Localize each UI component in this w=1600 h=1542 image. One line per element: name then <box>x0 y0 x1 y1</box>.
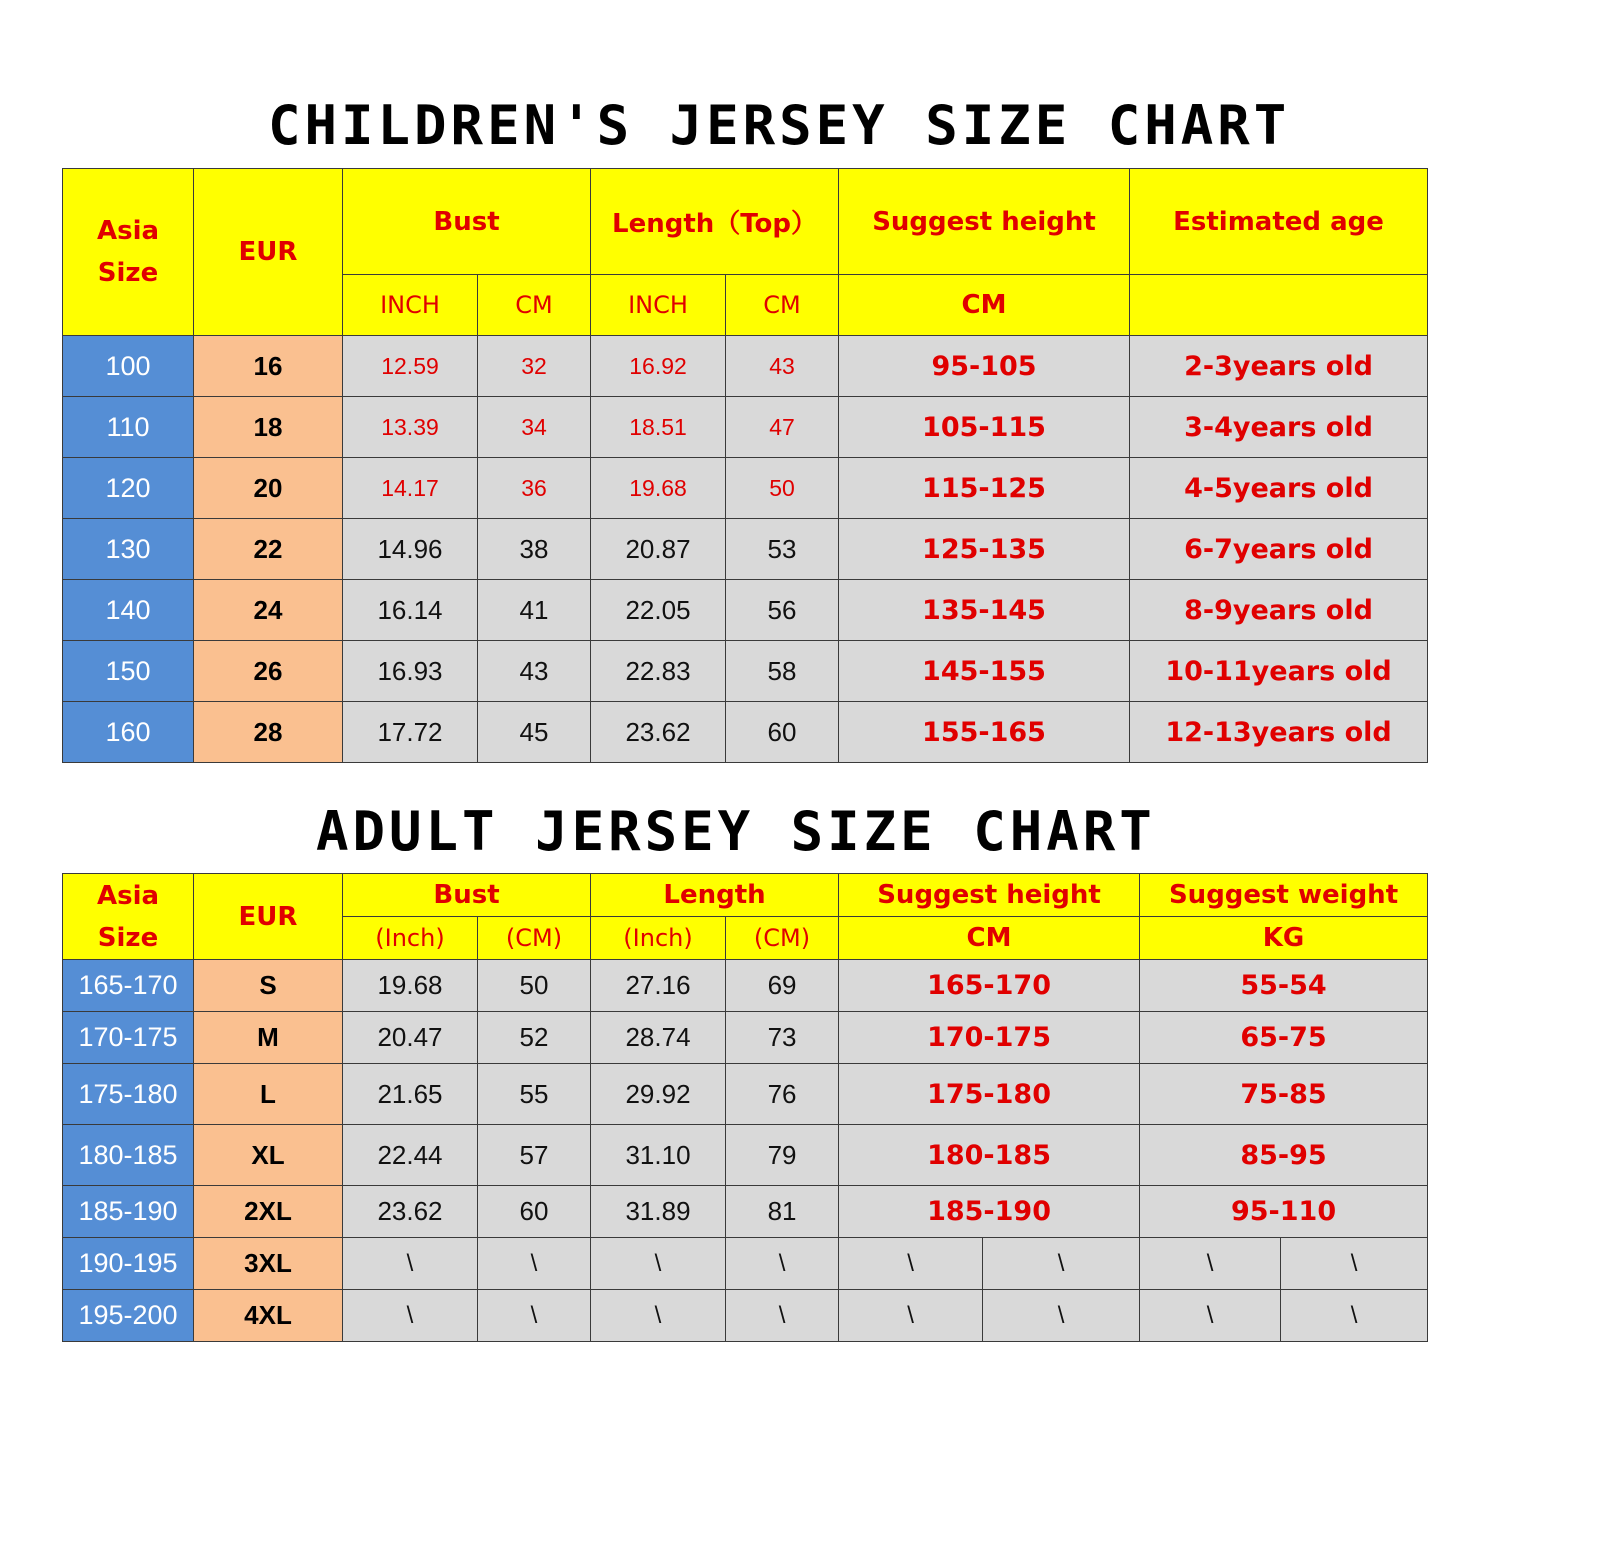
length-inch-cell: 20.87 <box>591 519 726 580</box>
asia-size-cell: 170-175 <box>63 1012 194 1064</box>
bust-inch-cell: 12.59 <box>343 336 478 397</box>
length-inch-header: INCH <box>591 275 726 336</box>
children-chart-title: CHILDREN'S JERSEY SIZE CHART <box>268 94 1291 157</box>
length-inch-cell: 28.74 <box>591 1012 726 1064</box>
suggest-weight-cell: 85-95 <box>1140 1125 1428 1186</box>
asia-size-cell: 100 <box>63 336 194 397</box>
table-row <box>63 641 1428 702</box>
suggest-height-cell: 175-180 <box>839 1064 1140 1125</box>
length-cm-cell: 69 <box>726 960 839 1012</box>
asia-size-cell: 160 <box>63 702 194 763</box>
height-unit-header: CM <box>839 917 1140 960</box>
empty-value-cell: \ <box>343 1238 478 1290</box>
suggest-height-header: Suggest height <box>839 874 1140 917</box>
length-cm-cell: 60 <box>726 702 839 763</box>
estimated-age-cell: 4-5years old <box>1130 458 1428 519</box>
bust-inch-header: INCH <box>343 275 478 336</box>
children-header-row <box>63 169 1428 275</box>
suggest-height-cell: 105-115 <box>839 397 1130 458</box>
bust-inch-cell: 17.72 <box>343 702 478 763</box>
bust-inch-cell: 14.17 <box>343 458 478 519</box>
length-inch-cell: 22.05 <box>591 580 726 641</box>
table-row <box>63 1064 1428 1125</box>
adult-size-table <box>62 873 1428 1342</box>
suggest-height-cell: 155-165 <box>839 702 1130 763</box>
table-row <box>63 960 1428 1012</box>
bust-inch-cell: 22.44 <box>343 1125 478 1186</box>
adult-header-row <box>63 874 1428 917</box>
empty-value-cell: \ <box>726 1238 839 1290</box>
length-inch-cell: 27.16 <box>591 960 726 1012</box>
asia-size-cell: 130 <box>63 519 194 580</box>
bust-inch-cell: 21.65 <box>343 1064 478 1125</box>
bust-cm-header: (CM) <box>478 917 591 960</box>
eur-size-cell: 26 <box>194 641 343 702</box>
bust-cm-cell: 43 <box>478 641 591 702</box>
eur-size-cell: 18 <box>194 397 343 458</box>
empty-value-cell: \ <box>1140 1238 1281 1290</box>
eur-size-cell: S <box>194 960 343 1012</box>
eur-size-cell: 4XL <box>194 1290 343 1342</box>
empty-value-cell: \ <box>1140 1290 1281 1342</box>
empty-value-cell: \ <box>343 1290 478 1342</box>
bust-cm-cell: 57 <box>478 1125 591 1186</box>
estimated-age-cell: 2-3years old <box>1130 336 1428 397</box>
empty-value-cell: \ <box>1281 1290 1428 1342</box>
suggest-height-cell: 165-170 <box>839 960 1140 1012</box>
adult-chart-title: ADULT JERSEY SIZE CHART <box>316 800 1156 863</box>
asia-size-cell: 190-195 <box>63 1238 194 1290</box>
length-inch-cell: 22.83 <box>591 641 726 702</box>
asia-size-header: Asia Size <box>63 874 194 960</box>
bust-cm-cell: 52 <box>478 1012 591 1064</box>
suggest-height-cell: 185-190 <box>839 1186 1140 1238</box>
eur-size-cell: 2XL <box>194 1186 343 1238</box>
eur-size-cell: 24 <box>194 580 343 641</box>
bust-cm-cell: 60 <box>478 1186 591 1238</box>
estimated-age-cell: 3-4years old <box>1130 397 1428 458</box>
bust-inch-cell: 20.47 <box>343 1012 478 1064</box>
bust-cm-cell: 55 <box>478 1064 591 1125</box>
bust-inch-cell: 23.62 <box>343 1186 478 1238</box>
length-cm-cell: 81 <box>726 1186 839 1238</box>
eur-size-cell: XL <box>194 1125 343 1186</box>
bust-cm-cell: 38 <box>478 519 591 580</box>
table-row <box>63 336 1428 397</box>
bust-inch-header: (Inch) <box>343 917 478 960</box>
suggest-weight-cell: 65-75 <box>1140 1012 1428 1064</box>
suggest-weight-cell: 55-54 <box>1140 960 1428 1012</box>
length-inch-header: (Inch) <box>591 917 726 960</box>
length-cm-cell: 79 <box>726 1125 839 1186</box>
bust-cm-cell: 36 <box>478 458 591 519</box>
bust-inch-cell: 14.96 <box>343 519 478 580</box>
empty-value-cell: \ <box>478 1238 591 1290</box>
eur-size-cell: 3XL <box>194 1238 343 1290</box>
asia-size-cell: 175-180 <box>63 1064 194 1125</box>
table-row <box>63 580 1428 641</box>
length-cm-cell: 76 <box>726 1064 839 1125</box>
bust-inch-cell: 19.68 <box>343 960 478 1012</box>
eur-size-cell: 22 <box>194 519 343 580</box>
eur-size-cell: L <box>194 1064 343 1125</box>
asia-size-cell: 120 <box>63 458 194 519</box>
suggest-height-cell: 145-155 <box>839 641 1130 702</box>
estimated-age-cell: 8-9years old <box>1130 580 1428 641</box>
asia-size-cell: 195-200 <box>63 1290 194 1342</box>
table-row <box>63 519 1428 580</box>
length-inch-cell: 23.62 <box>591 702 726 763</box>
estimated-age-cell: 12-13years old <box>1130 702 1428 763</box>
length-cm-cell: 53 <box>726 519 839 580</box>
bust-cm-cell: 45 <box>478 702 591 763</box>
eur-header: EUR <box>194 169 343 336</box>
table-row <box>63 1238 1428 1290</box>
length-inch-cell: 29.92 <box>591 1064 726 1125</box>
empty-value-cell: \ <box>478 1290 591 1342</box>
suggest-weight-cell: 95-110 <box>1140 1186 1428 1238</box>
asia-size-cell: 110 <box>63 397 194 458</box>
length-cm-cell: 56 <box>726 580 839 641</box>
empty-value-cell: \ <box>983 1290 1140 1342</box>
eur-size-cell: M <box>194 1012 343 1064</box>
length-cm-cell: 73 <box>726 1012 839 1064</box>
bust-inch-cell: 16.14 <box>343 580 478 641</box>
suggest-height-cell: 95-105 <box>839 336 1130 397</box>
estimated-age-header: Estimated age <box>1130 169 1428 275</box>
length-cm-cell: 43 <box>726 336 839 397</box>
empty-value-cell: \ <box>591 1290 726 1342</box>
bust-header: Bust <box>343 169 591 275</box>
height-unit-header: CM <box>839 275 1130 336</box>
length-inch-cell: 16.92 <box>591 336 726 397</box>
length-inch-cell: 18.51 <box>591 397 726 458</box>
length-inch-cell: 31.89 <box>591 1186 726 1238</box>
bust-header: Bust <box>343 874 591 917</box>
suggest-height-cell: 135-145 <box>839 580 1130 641</box>
bust-cm-cell: 50 <box>478 960 591 1012</box>
table-row <box>63 1186 1428 1238</box>
asia-size-cell: 180-185 <box>63 1125 194 1186</box>
table-row <box>63 1125 1428 1186</box>
length-cm-header: CM <box>726 275 839 336</box>
empty-value-cell: \ <box>983 1238 1140 1290</box>
bust-cm-cell: 41 <box>478 580 591 641</box>
empty-value-cell: \ <box>1281 1238 1428 1290</box>
asia-size-header: Asia Size <box>63 169 194 336</box>
length-inch-cell: 31.10 <box>591 1125 726 1186</box>
table-row <box>63 702 1428 763</box>
length-cm-cell: 50 <box>726 458 839 519</box>
eur-size-cell: 16 <box>194 336 343 397</box>
table-row <box>63 397 1428 458</box>
bust-cm-cell: 34 <box>478 397 591 458</box>
eur-header: EUR <box>194 874 343 960</box>
suggest-height-cell: 170-175 <box>839 1012 1140 1064</box>
length-header: Length（Top） <box>591 169 839 275</box>
length-cm-header: (CM) <box>726 917 839 960</box>
empty-value-cell: \ <box>839 1290 983 1342</box>
asia-size-cell: 185-190 <box>63 1186 194 1238</box>
length-cm-cell: 58 <box>726 641 839 702</box>
empty-value-cell: \ <box>591 1238 726 1290</box>
estimated-age-cell: 6-7years old <box>1130 519 1428 580</box>
table-row <box>63 1012 1428 1064</box>
suggest-height-cell: 125-135 <box>839 519 1130 580</box>
bust-cm-cell: 32 <box>478 336 591 397</box>
suggest-height-cell: 180-185 <box>839 1125 1140 1186</box>
asia-size-cell: 150 <box>63 641 194 702</box>
length-header: Length <box>591 874 839 917</box>
empty-value-cell: \ <box>839 1238 983 1290</box>
asia-size-cell: 140 <box>63 580 194 641</box>
asia-size-cell: 165-170 <box>63 960 194 1012</box>
estimated-age-cell: 10-11years old <box>1130 641 1428 702</box>
bust-inch-cell: 13.39 <box>343 397 478 458</box>
eur-size-cell: 20 <box>194 458 343 519</box>
children-size-table <box>62 168 1428 763</box>
table-row <box>63 458 1428 519</box>
suggest-height-header: Suggest height <box>839 169 1130 275</box>
suggest-weight-header: Suggest weight <box>1140 874 1428 917</box>
bust-inch-cell: 16.93 <box>343 641 478 702</box>
suggest-height-cell: 115-125 <box>839 458 1130 519</box>
age-unit-header <box>1130 275 1428 336</box>
length-cm-cell: 47 <box>726 397 839 458</box>
suggest-weight-cell: 75-85 <box>1140 1064 1428 1125</box>
table-row <box>63 1290 1428 1342</box>
weight-unit-header: KG <box>1140 917 1428 960</box>
eur-size-cell: 28 <box>194 702 343 763</box>
length-inch-cell: 19.68 <box>591 458 726 519</box>
empty-value-cell: \ <box>726 1290 839 1342</box>
bust-cm-header: CM <box>478 275 591 336</box>
